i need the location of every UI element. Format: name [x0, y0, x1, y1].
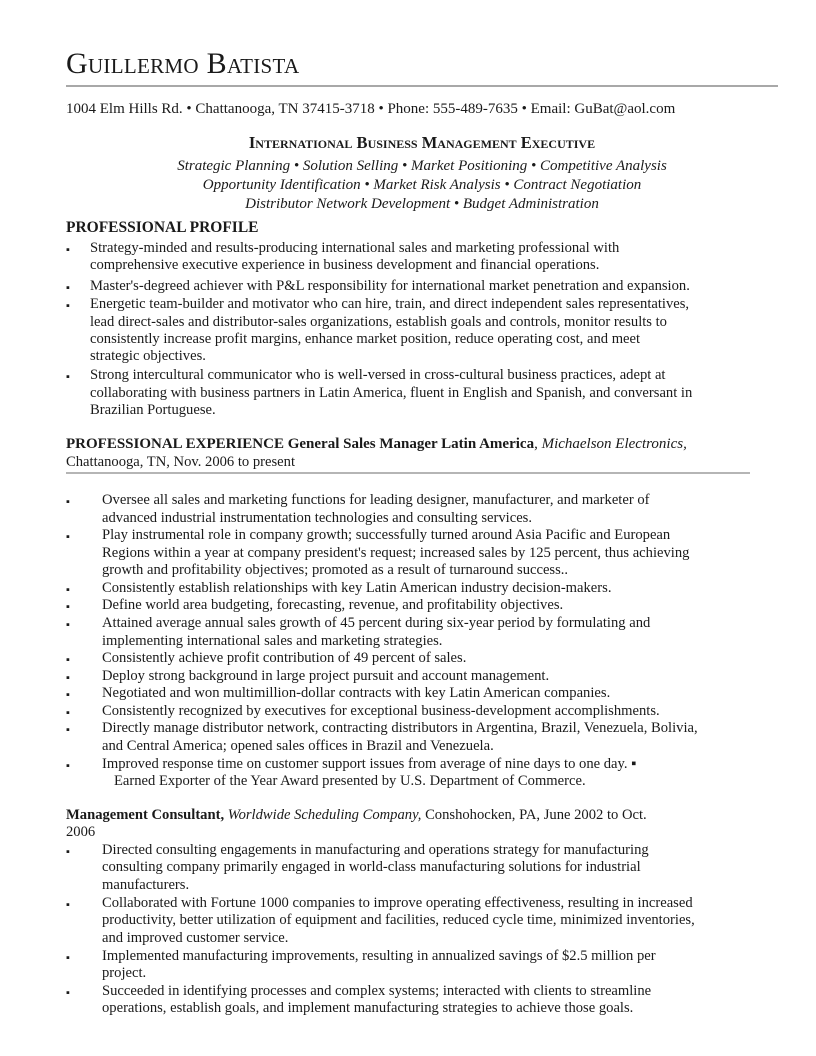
bullet: ▪: [66, 724, 70, 736]
section-heading-profile: PROFESSIONAL PROFILE: [66, 219, 259, 236]
job-line: Collaborated with Fortune 1000 companies to improve operating effectiveness, resulting in increased: [102, 895, 693, 911]
job-line: consulting company primarily engaged in world-class manufacturing solutions for industrial: [102, 859, 641, 875]
job-line: implementing international sales and marketing strategies.: [102, 633, 443, 649]
job-line: Deploy strong background in large project pursuit and account management.: [102, 668, 550, 684]
job-line: Attained average annual sales growth of 45 percent during six-year period by formulating and: [102, 615, 651, 631]
keywords-line: Distributor Network Development • Budget Administration: [245, 196, 599, 212]
job-line: Negotiated and won multimillion-dollar contracts with key Latin American companies.: [102, 685, 611, 701]
bullet: ▪: [66, 952, 70, 964]
job-line: operations, establish goals, and implement manufacturing strategies to achieve those goals.: [102, 1000, 634, 1016]
keywords-line: Strategic Planning • Solution Selling • Market Positioning • Competitive Analysis: [177, 158, 667, 174]
profile-line: strategic objectives.: [90, 348, 206, 364]
headline-title: International Business Management Executive: [248, 133, 596, 152]
job-title: General Sales Manager Latin America: [287, 436, 535, 452]
job-line: project.: [102, 965, 147, 981]
bullet: ▪: [66, 689, 70, 701]
bullet: ▪: [66, 672, 70, 684]
bullet: ▪: [66, 619, 70, 631]
experience-heading-line: PROFESSIONAL EXPERIENCE General Sales Manager Latin America, Michaelson Electronics,: [66, 436, 687, 452]
job-line: Earned Exporter of the Year Award presented by U.S. Department of Commerce.: [114, 773, 586, 789]
bullet: ▪: [66, 987, 70, 999]
profile-line: Brazilian Portuguese.: [90, 402, 216, 418]
job-line: and Central America; opened sales offices in Brazil and Venezuela.: [102, 738, 494, 754]
job-line: productivity, better utilization of equipment and facilities, reduced cycle time, minimized inventories,: [102, 912, 695, 928]
job-line: Directed consulting engagements in manufacturing and operations strategy for manufacturing: [102, 842, 649, 858]
bullet: ▪: [66, 760, 70, 772]
contact-line: 1004 Elm Hills Rd. • Chattanooga, TN 37415-3718 • Phone: 555-489-7635 • Email: GuBat@aol.com: [66, 101, 676, 117]
section-divider: [66, 472, 750, 474]
profile-line: collaborating with business partners in Latin America, fluent in English and Spanish, and conversant in: [90, 385, 693, 401]
company-name: Worldwide Scheduling Company,: [227, 807, 422, 823]
job-line: manufacturers.: [102, 877, 190, 893]
bullet: ▪: [66, 707, 70, 719]
candidate-name: Guillermo Batista: [66, 47, 300, 80]
bullet: ▪: [66, 899, 70, 911]
bullet: ▪: [66, 601, 70, 613]
bullet: ▪: [66, 584, 70, 596]
bullet: ▪: [66, 282, 70, 294]
job-location-cont: 2006: [66, 824, 96, 840]
bullet: ▪: [66, 846, 70, 858]
job-heading-line: [66, 807, 647, 824]
job-line: Directly manage distributor network, contracting distributors in Argentina, Brazil, Venezuela, Bolivia,: [102, 720, 698, 736]
job-location: Conshohocken, PA, June 2002 to Oct.: [425, 807, 647, 823]
job-title: Management Consultant,: [66, 807, 225, 823]
job-location: Chattanooga, TN, Nov. 2006 to present: [66, 454, 296, 470]
job-line: Define world area budgeting, forecasting, revenue, and profitability objectives.: [102, 597, 564, 613]
job-line: Play instrumental role in company growth; successfully turned around Asia Pacific and European: [102, 527, 671, 543]
profile-line: lead direct-sales and distributor-sales organizations, establish goals and controls, monitor results to: [90, 314, 667, 330]
bullet: ▪: [66, 496, 70, 508]
company-name: Michaelson Electronics,: [541, 436, 687, 452]
keywords-line: Opportunity Identification • Market Risk Analysis • Contract Negotiation: [202, 177, 642, 193]
bullet: ▪: [66, 371, 70, 383]
header-divider: [66, 85, 778, 87]
job-line: Regions within a year at company president's request; increased sales by 125 percent, thus achieving: [102, 545, 690, 561]
job-line: and improved customer service.: [102, 930, 289, 946]
profile-line: Master's-degreed achiever with P&L responsibility for international market penetration and expansion.: [90, 278, 690, 294]
job-line: advanced industrial instrumentation technologies and consulting services.: [102, 510, 533, 526]
job-line: Oversee all sales and marketing functions for leading designer, manufacturer, and marketer of: [102, 492, 650, 508]
profile-line: consistently increase profit margins, enhance market position, reduce operating cost, and meet: [90, 331, 641, 347]
bullet: ▪: [66, 300, 70, 312]
job-line: Succeeded in identifying processes and complex systems; interacted with clients to streamline: [102, 983, 652, 999]
section-heading-experience: PROFESSIONAL EXPERIENCE: [66, 436, 284, 452]
job-line: Improved response time on customer support issues from average of nine days to one day. ▪: [102, 756, 637, 772]
profile-line: Energetic team-builder and motivator who can hire, train, and direct independent sales representatives,: [90, 296, 690, 312]
job-line: Consistently establish relationships with key Latin American industry decision-makers.: [102, 580, 612, 596]
job-line: growth and profitability objectives; promoted as a result of turnaround success..: [102, 562, 569, 578]
profile-line: Strong intercultural communicator who is well-versed in cross-cultural business practices, adept at: [90, 367, 666, 383]
job-line: Implemented manufacturing improvements, resulting in annualized savings of $2.5 million per: [102, 948, 656, 964]
bullet: ▪: [66, 531, 70, 543]
job-line: Consistently recognized by executives for exceptional business-development accomplishments.: [102, 703, 660, 719]
profile-line: comprehensive executive experience in business development and financial operations.: [90, 257, 600, 273]
bullet: ▪: [66, 654, 70, 666]
bullet: ▪: [66, 244, 70, 256]
profile-line: Strategy-minded and results-producing international sales and marketing professional with: [90, 240, 620, 256]
job-line: Consistently achieve profit contribution of 49 percent of sales.: [102, 650, 467, 666]
